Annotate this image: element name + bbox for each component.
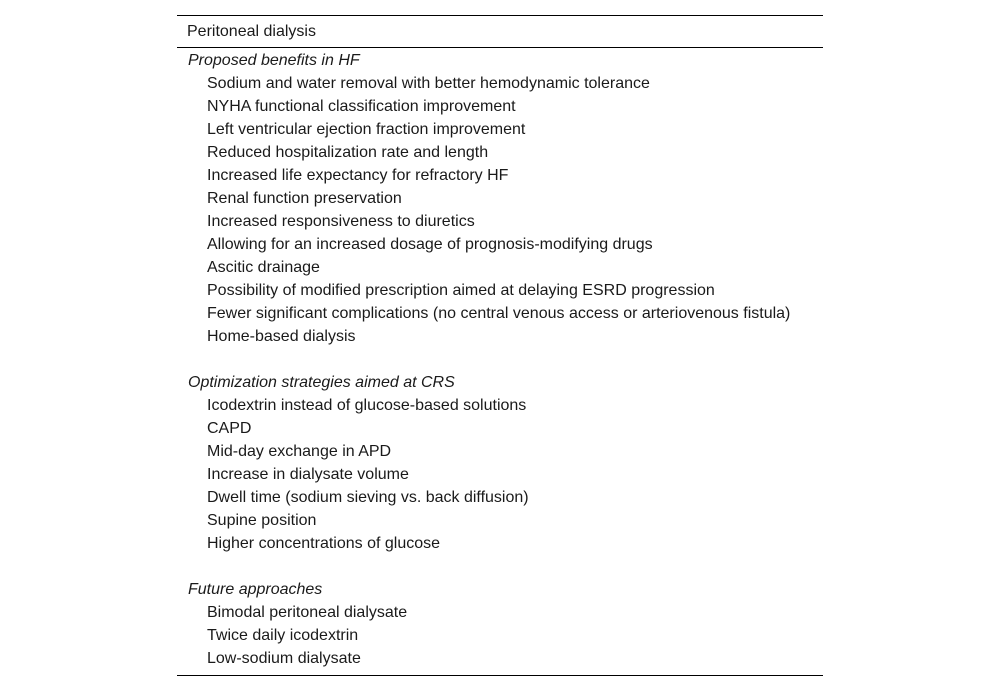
list-item: Sodium and water removal with better hemodynamic tolerance xyxy=(207,75,650,92)
list-item: CAPD xyxy=(207,420,252,437)
list-item: Low-sodium dialysate xyxy=(207,650,361,667)
section-title: Future approaches xyxy=(188,581,323,598)
list-item: NYHA functional classification improvement xyxy=(207,98,516,115)
list-item: Increased responsiveness to diuretics xyxy=(207,213,475,230)
list-item: Supine position xyxy=(207,512,317,529)
list-item: Renal function preservation xyxy=(207,190,402,207)
section-future-approaches xyxy=(177,578,823,670)
list-item: Home-based dialysis xyxy=(207,328,356,345)
section-spacer xyxy=(177,348,823,371)
list-item: Reduced hospitalization rate and length xyxy=(207,144,489,161)
list-item: Dwell time (sodium sieving vs. back diffusion) xyxy=(207,489,529,506)
list-item: Ascitic drainage xyxy=(207,259,320,276)
peritoneal-dialysis-table xyxy=(177,15,823,676)
section-spacer xyxy=(177,555,823,578)
list-item: Icodextrin instead of glucose-based solutions xyxy=(207,397,527,414)
list-item: Fewer significant complications (no central venous access or arteriovenous fistula) xyxy=(207,305,791,322)
list-item: Left ventricular ejection fraction improvement xyxy=(207,121,526,138)
list-item: Bimodal peritoneal dialysate xyxy=(207,604,408,621)
list-item: Allowing for an increased dosage of prognosis-modifying drugs xyxy=(207,236,653,253)
list-item: Possibility of modified prescription aimed at delaying ESRD progression xyxy=(207,282,715,299)
section-proposed-benefits xyxy=(177,49,823,348)
section-title: Proposed benefits in HF xyxy=(188,52,360,69)
list-item: Mid-day exchange in APD xyxy=(207,443,392,460)
list-item: Higher concentrations of glucose xyxy=(207,535,441,552)
section-title: Optimization strategies aimed at CRS xyxy=(188,374,455,391)
list-item: Twice daily icodextrin xyxy=(207,627,359,644)
section-optimization-strategies xyxy=(177,371,823,555)
list-item: Increased life expectancy for refractory HF xyxy=(207,167,509,184)
table-bottom-padding xyxy=(177,670,823,675)
table-header: Peritoneal dialysis xyxy=(177,16,823,48)
list-item: Increase in dialysate volume xyxy=(207,466,409,483)
